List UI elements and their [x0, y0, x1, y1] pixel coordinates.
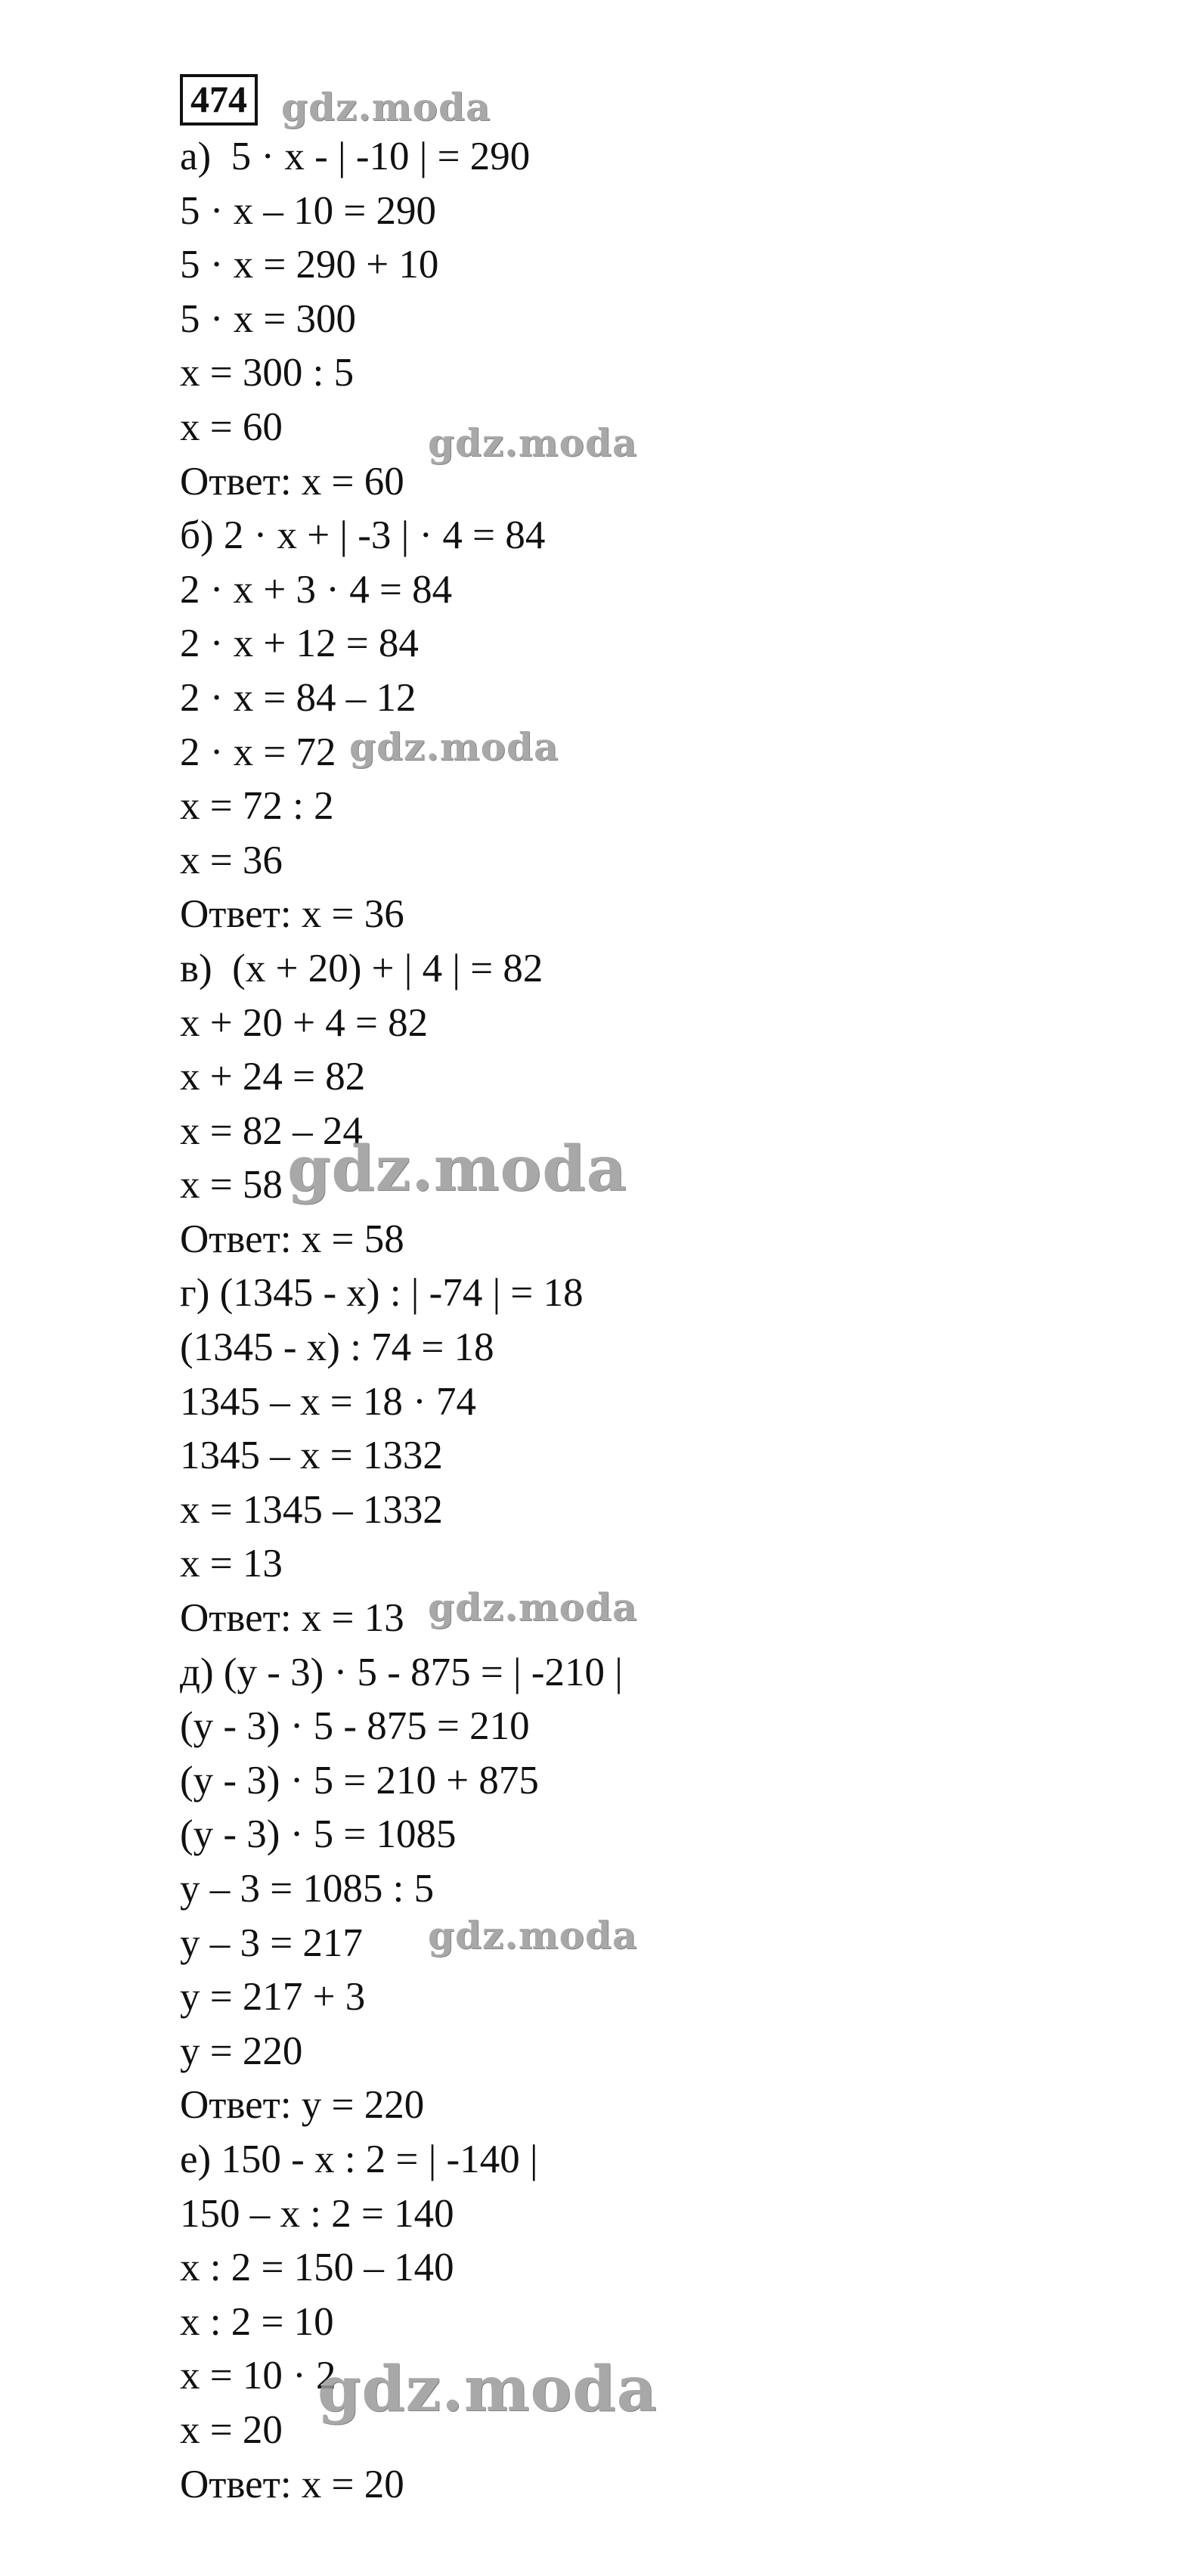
- answer-line: Ответ: x = 20: [180, 2462, 404, 2506]
- solution-line: x + 24 = 82: [180, 1055, 366, 1099]
- answer-line: Ответ: y = 220: [180, 2083, 425, 2128]
- solution-line: x : 2 = 150 – 140: [180, 2246, 454, 2290]
- solution-line: x = 36: [180, 838, 283, 882]
- watermark-logo: gdz.moda: [281, 85, 491, 129]
- solution-line: 5 · x – 10 = 290: [180, 188, 437, 233]
- solution-line: 2 · x + 12 = 84: [180, 622, 419, 666]
- solution-line: 5 · x = 290 + 10: [180, 243, 439, 287]
- solution-line: а) 5 · x - | -10 | = 290: [180, 135, 531, 178]
- answer-line: Ответ: x = 13: [180, 1596, 404, 1641]
- solution-line: x = 10 · 2: [180, 2354, 336, 2398]
- solution-line: x + 20 + 4 = 82: [180, 1000, 429, 1045]
- solution-line: (y - 3) · 5 = 1085: [180, 1812, 457, 1857]
- solution-line: x = 300 : 5: [180, 351, 355, 395]
- solution-line: в) (x + 20) + | 4 | = 82: [180, 946, 543, 990]
- watermark-logo: gdz.moda: [317, 2353, 658, 2426]
- solution-line: б) 2 · x + | -3 | · 4 = 84: [180, 513, 546, 558]
- solution-line: 1345 – x = 1332: [180, 1434, 443, 1478]
- solution-line: е) 150 - x : 2 = | -140 |: [180, 2137, 538, 2181]
- solution-line: x = 13: [180, 1542, 283, 1586]
- solution-line: 2 · x = 72: [180, 730, 336, 774]
- solution-line: y = 220: [180, 2029, 303, 2073]
- solution-line: x = 20: [180, 2407, 283, 2452]
- problem-number-box: 474: [180, 74, 258, 126]
- answer-line: Ответ: x = 58: [180, 1217, 404, 1261]
- solution-line: x = 1345 – 1332: [180, 1487, 443, 1532]
- solution-line: y = 217 + 3: [180, 1975, 366, 2020]
- solution-line: x = 58: [180, 1163, 283, 1207]
- solution-line: 150 – x : 2 = 140: [180, 2191, 454, 2236]
- solution-line: x : 2 = 10: [180, 2299, 334, 2344]
- watermark-logo: gdz.moda: [287, 1133, 627, 1205]
- solution-line: 2 · x = 84 – 12: [180, 675, 416, 720]
- solution-line: x = 82 – 24: [180, 1108, 363, 1153]
- watermark-logo: gdz.moda: [428, 420, 638, 465]
- solution-line: д) (y - 3) · 5 - 875 = | -210 |: [180, 1650, 623, 1694]
- solution-line: y – 3 = 1085 : 5: [180, 1867, 435, 1911]
- watermark-logo: gdz.moda: [349, 724, 559, 769]
- watermark-logo: gdz.moda: [428, 1585, 638, 1629]
- solution-line: г) (1345 - x) : | -74 | = 18: [180, 1271, 584, 1316]
- solution-line: (1345 - x) : 74 = 18: [180, 1325, 494, 1370]
- watermark-logo: gdz.moda: [428, 1913, 638, 1958]
- solution-line: x = 60: [180, 405, 283, 449]
- solution-line: (y - 3) · 5 = 210 + 875: [180, 1758, 539, 1803]
- solution-line: x = 72 : 2: [180, 784, 334, 829]
- solution-line: y – 3 = 217: [180, 1920, 363, 1965]
- solution-lines: [180, 130, 1087, 2512]
- solution-line: 5 · x = 300: [180, 296, 357, 341]
- solution-line: (y - 3) · 5 - 875 = 210: [180, 1704, 530, 1749]
- solution-line: 1345 – x = 18 · 74: [180, 1379, 477, 1424]
- solution-line: 2 · x + 3 · 4 = 84: [180, 567, 453, 612]
- answer-line: Ответ: x = 60: [180, 459, 404, 504]
- answer-line: Ответ: x = 36: [180, 892, 404, 937]
